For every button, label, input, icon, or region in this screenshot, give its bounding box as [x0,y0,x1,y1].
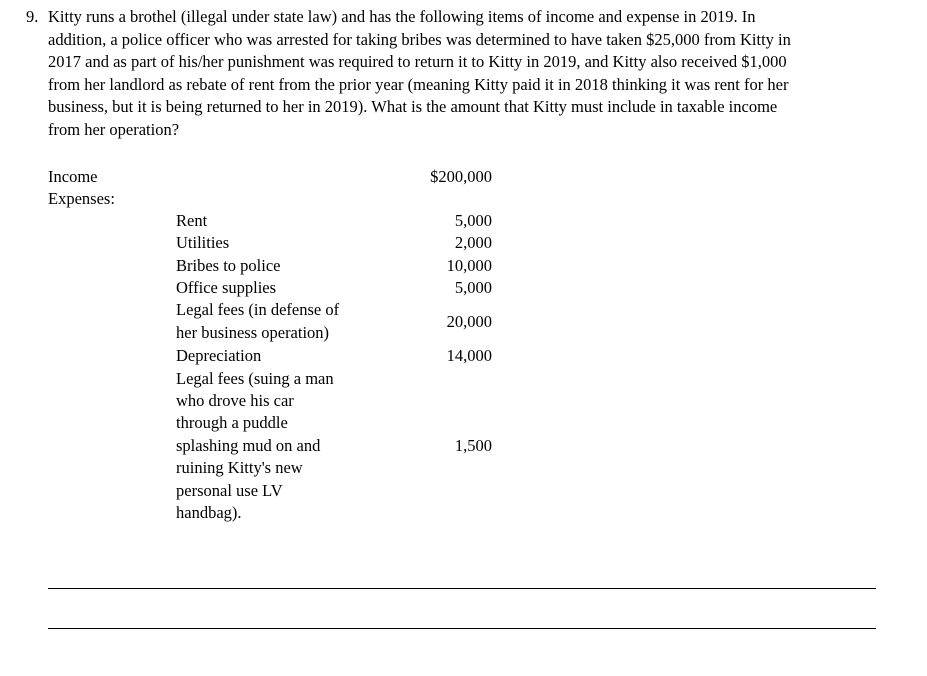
question-line: addition, a police officer who was arrested for taking bribes was determined to have taken $25,000 from Kitty in [48,29,791,49]
question-line: from her landlord as rebate of rent from the prior year (meaning Kitty paid it in 2018 thinking it was rent for her [48,74,789,94]
expense-depreciation-label: Depreciation [176,346,262,365]
expense-legal-suit-label: handbag). [176,503,242,522]
question-line: 2017 and as part of his/her punishment was required to return it to Kitty in 2019, and Kitty also received $1,000 [48,52,787,71]
expense-office-supplies-amount: 5,000 [454,278,492,297]
question-number: 9. [26,7,39,26]
expense-legal-suit-label: Legal fees (suing a man [176,369,334,388]
expense-legal-suit-label: ruining Kitty's new [176,458,303,477]
expense-bribes-label: Bribes to police [176,256,281,275]
question-text [48,6,886,141]
question-line: from her operation? [48,119,180,139]
expense-utilities-label: Utilities [176,233,230,252]
expense-legal-defense-label: Legal fees (in defense of [176,300,340,319]
answer-line [48,628,876,629]
expense-legal-defense-amount: 20,000 [446,312,492,331]
expense-depreciation-amount: 14,000 [446,346,492,365]
expense-legal-suit-amount: 1,500 [454,436,492,455]
income-label: Income [48,167,98,186]
expense-utilities-amount: 2,000 [454,233,492,252]
expense-bribes-amount: 10,000 [446,256,492,275]
expense-legal-suit-label: who drove his car [176,391,294,410]
question [26,6,886,141]
expenses-label: Expenses: [48,189,115,208]
expense-legal-suit-label: personal use LV [176,481,283,500]
answer-line [48,588,876,589]
income-amount: $200,000 [430,167,492,186]
question-line: business, but it is being returned to her in 2019). What is the amount that Kitty must include in taxable income [48,97,778,116]
expense-rent-amount: 5,000 [454,211,492,230]
question-line: Kitty runs a brothel (illegal under state law) and has the following items of income and expense in 2019. In [48,7,756,26]
expense-rent-label: Rent [176,211,208,230]
expense-legal-defense-label: her business operation) [176,323,330,342]
expense-legal-suit-label: splashing mud on and [176,436,321,455]
expense-legal-suit-label: through a puddle [176,413,288,432]
expense-office-supplies-label: Office supplies [176,278,277,297]
